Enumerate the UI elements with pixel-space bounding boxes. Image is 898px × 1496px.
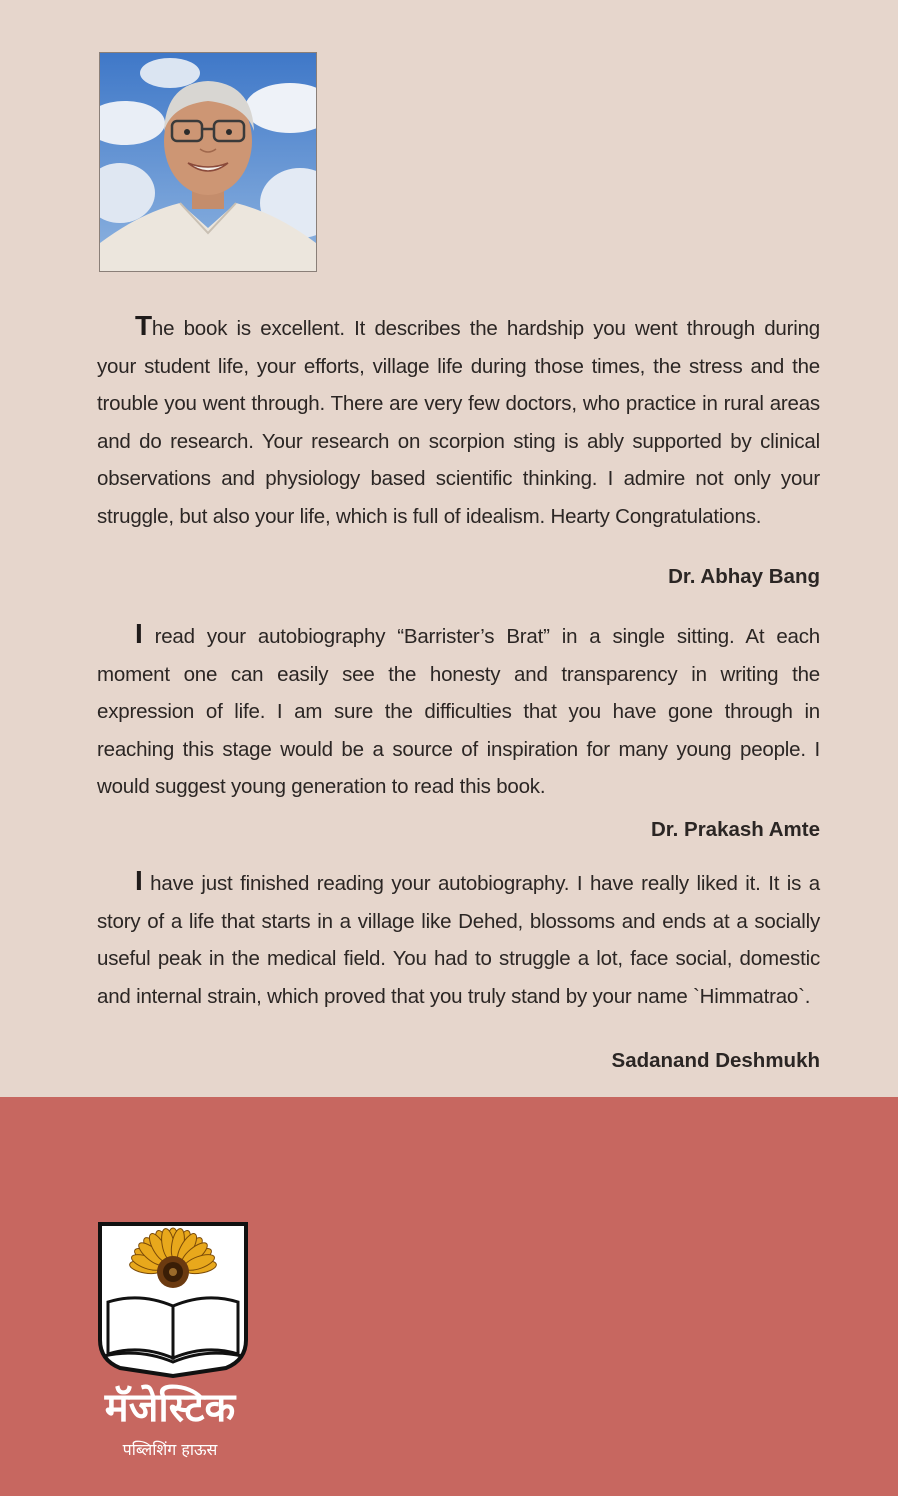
testimonial-author: Sadanand Deshmukh <box>611 1049 820 1072</box>
sunflower-book-logo-icon <box>94 1220 252 1378</box>
dropcap: T <box>135 310 152 341</box>
dropcap: I <box>135 618 143 649</box>
testimonial-text: he book is excellent. It describes the hardship you went through during your student life, your efforts, village life during those times, the stress and the trouble you went through. There are very few doctors, who practice in rural areas and do research. Your research on scorpion sting is ably supported by clinical observations and physiology based scientific thinking. I admire not only your struggle, but also your life, which is full of idealism. Hearty Congratulations. <box>97 317 820 528</box>
testimonial-1 <box>97 307 820 535</box>
testimonial-author: Dr. Prakash Amte <box>650 818 820 841</box>
publisher-name: मॅजेस्टिक <box>104 1385 236 1431</box>
dropcap: I <box>135 865 143 896</box>
testimonial-3 <box>97 862 820 1015</box>
testimonial-text: have just finished reading your autobiography. I have really liked it. It is a story of a life that starts in a village like Dehed, blossoms and ends at a socially useful peak in the medical field. You had to struggle a lot, face social, domestic and internal strain, which proved that you truly stand by your name `Himmatrao`. <box>97 872 820 1008</box>
testimonial-text: read your autobiography “Barrister’s Brat” in a single sitting. At each moment one can easily see the honesty and transparency in writing the expression of life. I am sure the difficulties that you have gone through in reaching this stage would be a source of inspiration for many young people. I would suggest young generation to read this book. <box>97 625 820 798</box>
testimonial-author: Dr. Abhay Bang <box>668 565 820 588</box>
author-photo <box>99 52 317 272</box>
testimonial-2 <box>97 615 820 806</box>
publisher-subtitle: पब्लिशिंग हाऊस <box>122 1440 218 1459</box>
